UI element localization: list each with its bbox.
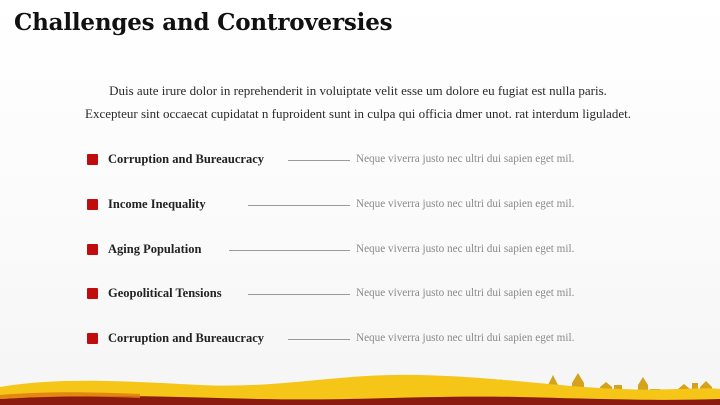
red-square-bullet-icon [87,333,98,344]
item-description: Neque viverra justo nec ultri dui sapien eget mil. [356,153,575,165]
item-description: Neque viverra justo nec ultri dui sapien eget mil. [356,332,575,344]
item-label: Aging Population [108,242,202,256]
slide-title: Challenges and Controversies [14,9,393,36]
connector-line [248,294,350,295]
intro-paragraph [0,79,716,125]
connector-line [288,339,350,340]
red-square-bullet-icon [87,154,98,165]
connector-line [248,205,350,206]
intro-line-2: Excepteur sint occaecat cupidatat n fuproident sunt in culpa qui officia dmer unot. rat interdum liguladet. [85,106,631,121]
list-item [0,240,720,260]
list-item [0,284,720,304]
list-item [0,195,720,215]
red-square-bullet-icon [87,288,98,299]
list-item [0,150,720,170]
item-label: Corruption and Bureaucracy [108,152,265,166]
item-label: Geopolitical Tensions [108,286,222,300]
red-square-bullet-icon [87,244,98,255]
item-description: Neque viverra justo nec ultri dui sapien eget mil. [356,198,575,210]
red-square-bullet-icon [87,199,98,210]
connector-line [229,250,350,251]
intro-line-1: Duis aute irure dolor in reprehenderit in voluiptate velit esse um dolore eu fugiat est nulla paris. [109,83,607,98]
list-item [0,329,720,349]
connector-line [288,160,350,161]
item-description: Neque viverra justo nec ultri dui sapien eget mil. [356,243,575,255]
item-description: Neque viverra justo nec ultri dui sapien eget mil. [356,287,575,299]
item-label: Income Inequality [108,197,206,211]
item-label: Corruption and Bureaucracy [108,331,265,345]
footer-decoration [0,365,720,405]
